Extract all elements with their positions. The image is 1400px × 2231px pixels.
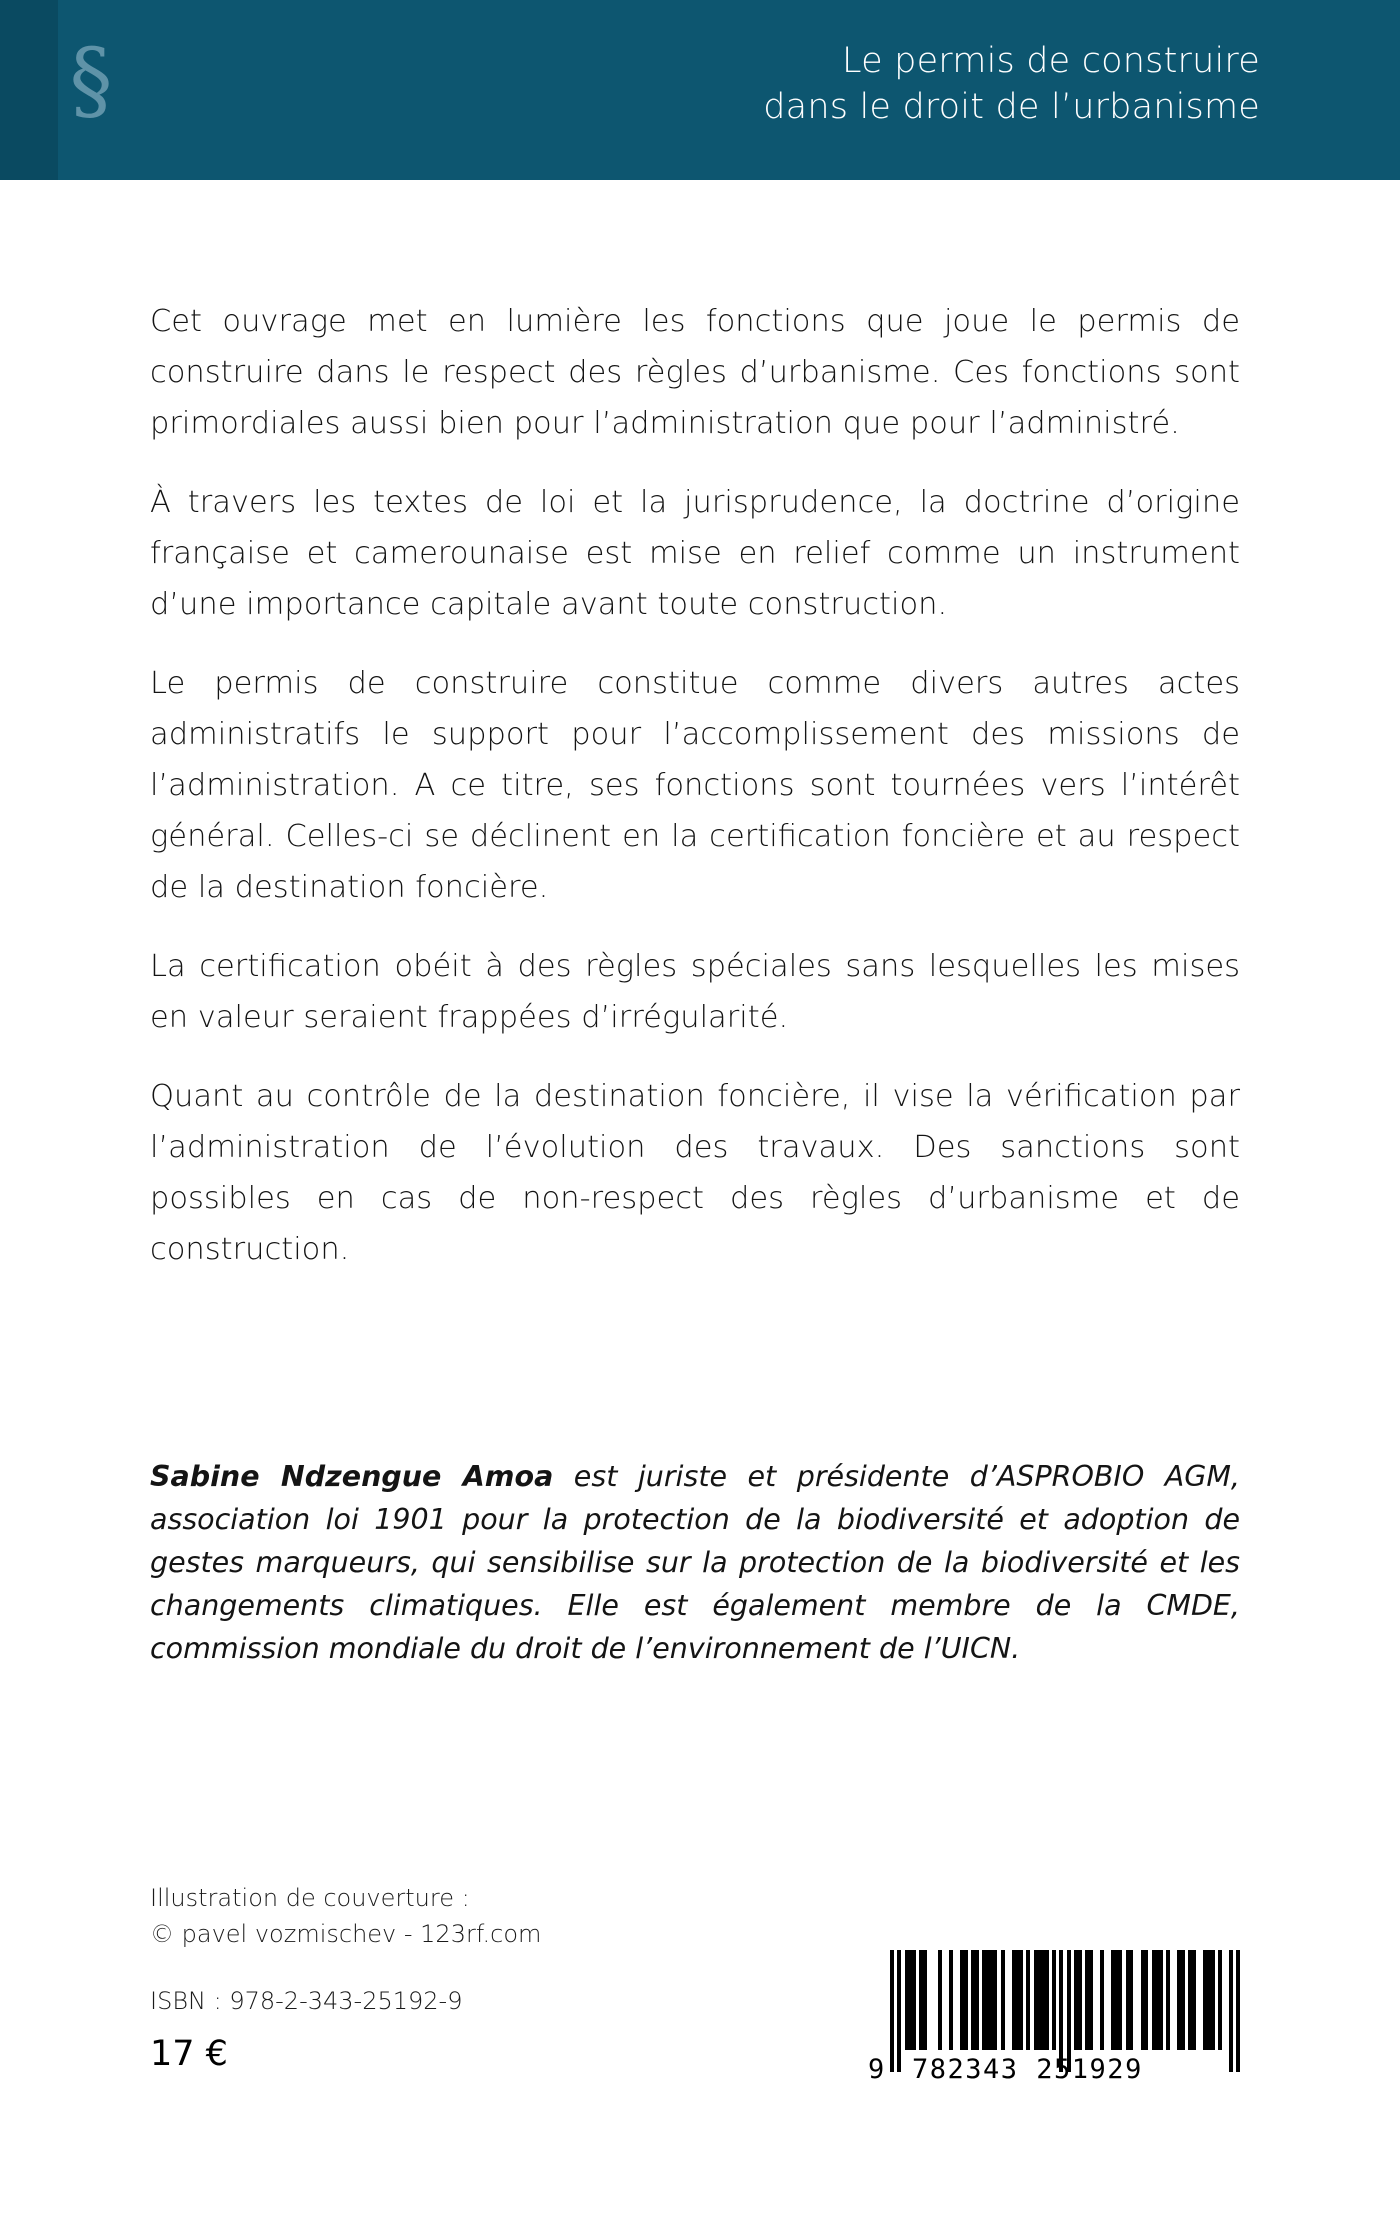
cover-credit [150,1880,1250,1952]
header-accent-block [0,0,58,180]
price-text: 17 € [150,2034,228,2074]
blurb-paragraph: Le permis de construire constitue comme divers autres actes administratifs le support pour l’accomplissement des missions de l’administration. A ce titre, ses fonctions sont tournées vers l’intérêt général. Celles-ci se déclinent en la certification foncière et au respect de la destination foncière. [150,666,1240,905]
barcode-lead-digit: 9 [868,2054,886,2085]
cover-credit-line-2: © pavel vozmischev - 123rf.com [150,1920,542,1948]
page-title-line-1: Le permis de construire [842,41,1260,81]
cover-header-band [0,0,1400,180]
blurb-paragraph: La certification obéit à des règles spéciales sans lesquelles les mises en valeur seraient frappées d’irrégularité. [150,949,1240,1035]
page-title-line-2: dans le droit de l’urbanisme [763,87,1260,127]
barcode [868,1950,1240,2120]
section-symbol-icon: § [69,31,113,131]
author-name: Sabine Ndzengue Amoa [150,1460,554,1493]
isbn-text: ISBN : 978-2-343-25192-9 [150,1987,463,2015]
author-bio [150,1455,1240,1670]
blurb-paragraph: Quant au contrôle de la destination foncière, il vise la vérification par l’administration de l’évolution des travaux. Des sanctions sont possibles en cas de non-respect des règles d’urbanisme et de construction. [150,1079,1240,1267]
blurb-paragraph: Cet ouvrage met en lumière les fonctions que joue le permis de construire dans le respect des règles d’urbanisme. Ces fonctions sont primordiales aussi bien pour l’administration que pour l’administré. [150,304,1240,441]
author-bio-text: est juriste et présidente d’ASPROBIO AGM, association loi 1901 pour la protection de la biodiversité et adoption de gestes marqueurs, qui sensibilise sur la protection de la biodiversité et les changements climatiques. Elle est également membre de la CMDE, commission mondiale du droit de l’environnement de l’UICN. [150,1460,1240,1665]
barcode-main-digits: 782343 251929 [912,2054,1143,2085]
page-title [400,38,1260,130]
cover-credit-line-1: Illustration de couverture : [150,1884,470,1912]
blurb-paragraph: À travers les textes de loi et la jurisprudence, la doctrine d’origine française et camerounaise est mise en relief comme un instrument d’une importance capitale avant toute construction. [150,485,1240,622]
back-cover-blurb [150,296,1240,1275]
